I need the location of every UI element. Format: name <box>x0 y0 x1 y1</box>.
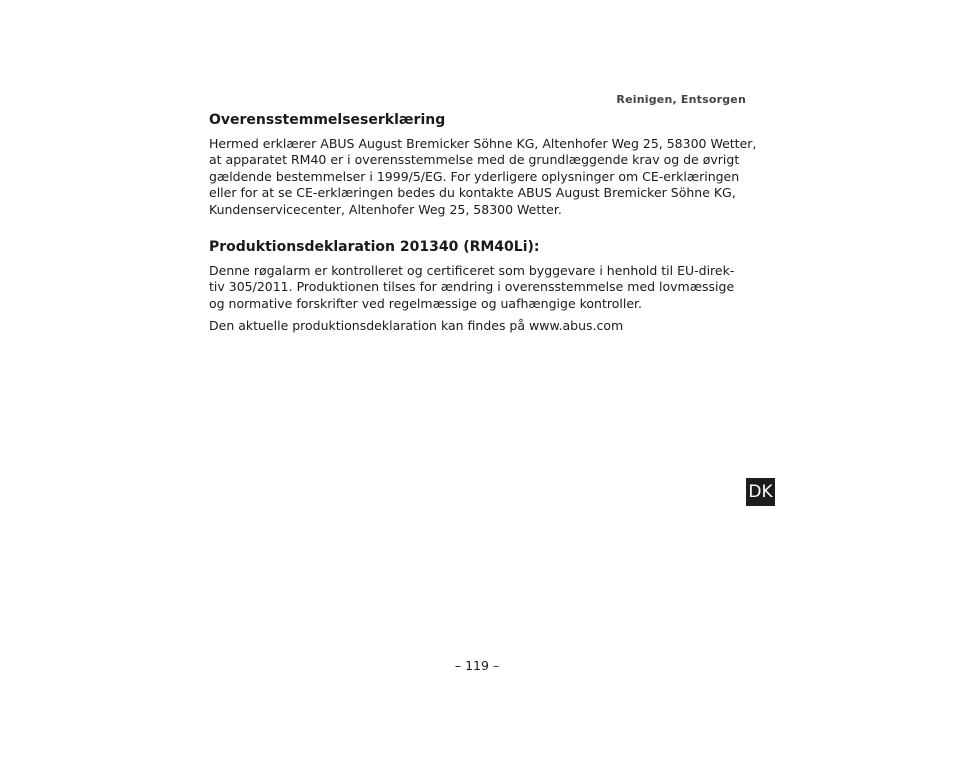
text-line: eller for at se CE-erklæringen bedes du kontakte ABUS August Bremicker Söhne KG, <box>209 185 736 201</box>
page-number: – 119 – <box>454 658 500 673</box>
section-production-declaration <box>209 237 749 335</box>
text-line: Den aktuelle produktionsdeklaration kan findes på www.abus.com <box>209 318 624 334</box>
section-heading: Produktionsdeklaration 201340 (RM40Li): <box>209 239 540 256</box>
document-body <box>209 110 757 335</box>
text-line: og normative forskrifter ved regelmæssige og uafhængige kontroller. <box>209 295 642 311</box>
paragraph <box>209 263 749 312</box>
section-heading: Overensstemmelseserklæring <box>209 112 446 128</box>
text-line: Denne røgalarm er kontrolleret og certificeret som byggevare i henhold til EU-direk- <box>209 263 735 279</box>
text-line: Hermed erklærer ABUS August Bremicker Söhne KG, Altenhofer Weg 25, 58300 Wetter, <box>209 136 757 151</box>
running-header: Reinigen, Entsorgen <box>616 93 746 106</box>
paragraph <box>209 318 749 334</box>
paragraph <box>209 136 757 218</box>
text-line: tiv 305/2011. Produktionen tilses for ændring i overensstemmelse med lovmæssige <box>209 279 735 295</box>
text-line: gældende bestemmelser i 1999/5/EG. For yderligere oplysninger om CE-erklæringen <box>209 168 740 184</box>
section-declaration-of-conformity <box>209 110 757 218</box>
text-line: Kundenservicecenter, Altenhofer Weg 25, 58300 Wetter. <box>209 201 562 217</box>
language-tab: DK <box>746 478 775 506</box>
text-line: at apparatet RM40 er i overensstemmelse med de grundlæggende krav og de øvrigt <box>209 152 740 168</box>
